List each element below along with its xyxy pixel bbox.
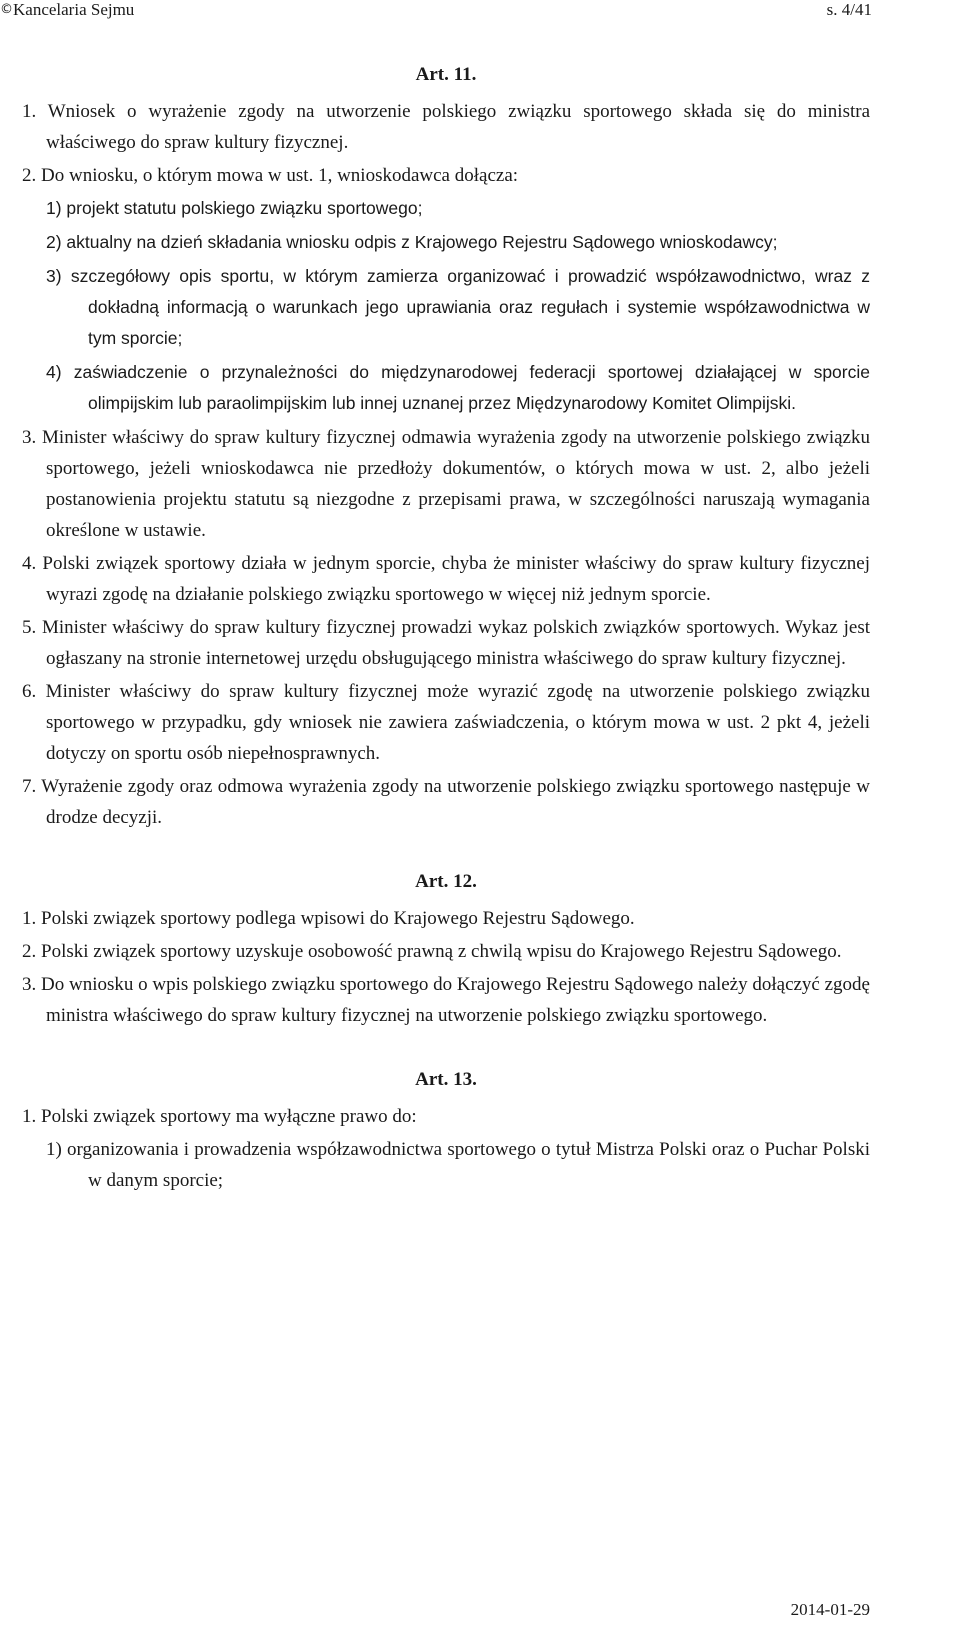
article-title: Art. 13. (415, 1069, 477, 1090)
paragraph: 2. Do wniosku, o którym mowa w ust. 1, wnioskodawca dołącza: (22, 165, 519, 186)
list-point: 2) aktualny na dzień składania wniosku odpis z Krajowego Rejestru Sądowego wnioskodawcy; (46, 232, 778, 252)
document-date: 2014-01-29 (790, 1600, 870, 1619)
list-point: 3) szczegółowy opis sportu, w którym zamierza organizować i prowadzić współzawodnictwo, wraz z dokładną informacją o warunkach jego uprawiania oraz regułach i systemie współzawodnictwa w tym sporcie; (46, 266, 870, 348)
paragraph: 3. Do wniosku o wpis polskiego związku sportowego do Krajowego Rejestru Sądowego należy dołączyć zgodę ministra właściwego do spraw kultury fizycznej na utworzenie polskiego związku sportowego. (22, 974, 870, 1026)
list-point: 1) organizowania i prowadzenia współzawodnictwa sportowego o tytuł Mistrza Polski oraz o Puchar Polski w danym sporcie; (46, 1139, 870, 1191)
page-number: s. 4/41 (826, 0, 872, 19)
list-point: 1) projekt statutu polskiego związku sportowego; (46, 198, 423, 218)
copyright-text: Kancelaria Sejmu (13, 0, 135, 19)
paragraph: 1. Wniosek o wyrażenie zgody na utworzenie polskiego związku sportowego składa się do ministra właściwego do spraw kultury fizycznej. (22, 101, 870, 153)
paragraph: 3. Minister właściwy do spraw kultury fizycznej odmawia wyrażenia zgody na utworzenie polskiego związku sportowego, jeżeli wnioskodawca nie przedłoży dokumentów, o których mowa w ust. 2, albo jeżeli postanowienia projektu statutu są niezgodne z przepisami prawa, w szczególności naruszają wymagania określone w ustawie. (22, 427, 870, 541)
article-title: Art. 11. (415, 64, 477, 85)
list-point: 4) zaświadczenie o przynależności do międzynarodowej federacji sportowej działającej w sporcie olimpijskim lub paraolimpijskim lub innej uznanej przez Międzynarodowy Komitet Olimpijski. (46, 362, 870, 413)
document-body (22, 60, 870, 1199)
paragraph: 7. Wyrażenie zgody oraz odmowa wyrażenia zgody na utworzenie polskiego związku sportowego następuje w drodze decyzji. (22, 776, 870, 828)
paragraph: 2. Polski związek sportowy uzyskuje osobowość prawną z chwilą wpisu do Krajowego Rejestru Sądowego. (22, 941, 842, 962)
paragraph: 4. Polski związek sportowy działa w jednym sporcie, chyba że minister właściwy do spraw kultury fizycznej wyrazi zgodę na działanie polskiego związku sportowego w więcej niż jednym sporcie. (22, 553, 870, 605)
paragraph: 5. Minister właściwy do spraw kultury fizycznej prowadzi wykaz polskich związków sportowych. Wykaz jest ogłaszany na stronie internetowej urzędu obsługującego ministra właściwego do spraw kultury fizycznej. (22, 617, 870, 669)
paragraph: 6. Minister właściwy do spraw kultury fizycznej może wyrazić zgodę na utworzenie polskiego związku sportowego w przypadku, gdy wniosek nie zawiera zaświadczenia, o którym mowa w ust. 2 pkt 4, jeżeli dotyczy on sportu osób niepełnosprawnych. (22, 681, 870, 764)
paragraph: 1. Polski związek sportowy podlega wpisowi do Krajowego Rejestru Sądowego. (22, 908, 635, 929)
copyright-icon: © (0, 2, 13, 17)
article-title: Art. 12. (415, 871, 477, 892)
paragraph: 1. Polski związek sportowy ma wyłączne prawo do: (22, 1106, 417, 1127)
page-header-copyright (0, 0, 134, 20)
